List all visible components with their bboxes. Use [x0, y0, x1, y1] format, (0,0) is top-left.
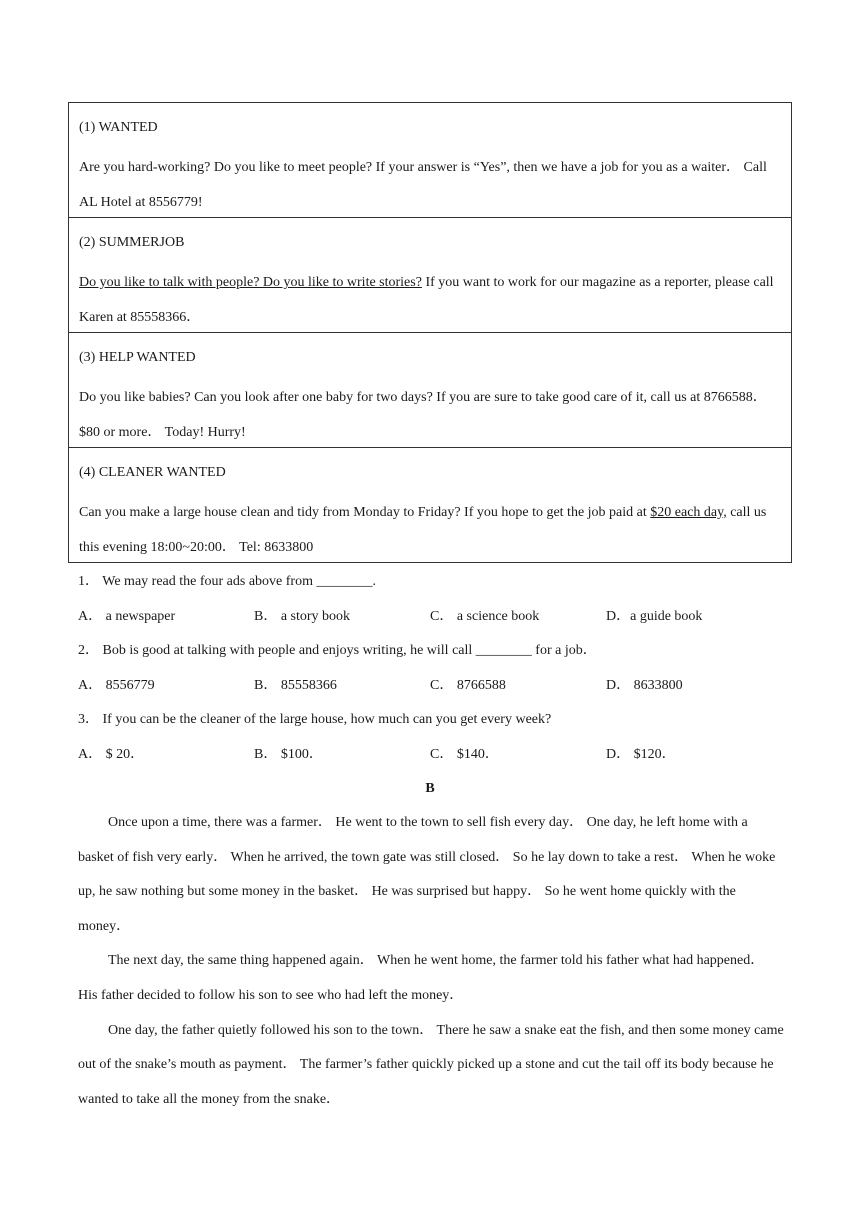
ad-title: (2) SUMMERJOB: [79, 235, 185, 250]
question-2-option-a: A． 8556779: [78, 678, 155, 693]
passage-paragraph: The next day, the same thing happened again． When he went home, the farmer told his father what had happened． His father decided to follow his son to see who had left the money．: [78, 953, 765, 1003]
ad-summerjob: [69, 218, 791, 333]
question-2-option-c: C． 8766588: [430, 678, 506, 693]
ad-title: (3) HELP WANTED: [79, 350, 196, 365]
question-2-option-b: B． 85558366: [254, 678, 337, 693]
ad-wanted: [69, 103, 791, 218]
ad-body: [79, 265, 783, 335]
question-1-option-c: C． a science book: [430, 609, 540, 624]
question-1-option-b: B． a story book: [254, 609, 351, 624]
ad-text: If you want to work for our magazine as a reporter, please call Karen at 85558366．: [79, 275, 774, 325]
question-2-stem: 2． Bob is good at talking with people and enjoys writing, he will call ________ for a job．: [78, 643, 597, 658]
question-1-stem: 1． We may read the four ads above from ________.: [78, 574, 376, 589]
ad-underlined-text: $20 each day,: [650, 505, 727, 520]
ad-title: (4) CLEANER WANTED: [79, 465, 226, 480]
question-3-option-c: C． $140．: [430, 747, 499, 762]
ad-text: Are you hard-working? Do you like to meet people? If your answer is “Yes”, then we have a job for you as a waiter． Call AL Hotel at 8556779!: [79, 160, 767, 210]
ad-body: [79, 380, 783, 450]
ad-help-wanted: [69, 333, 791, 448]
ad-underlined-text: Do you like to talk with people? Do you like to write stories?: [79, 275, 422, 290]
ad-body: [79, 150, 783, 220]
ad-title: (1) WANTED: [79, 120, 158, 135]
ad-text: Do you like babies? Can you look after one baby for two days? If you are sure to take good care of it, call us at 8766588． $80 or more． Today! Hurry!: [79, 390, 767, 440]
section-b-title: B: [425, 781, 435, 796]
question-3-stem: 3． If you can be the cleaner of the large house, how much can you get every week?: [78, 712, 552, 727]
passage-paragraph: One day, the father quietly followed his son to the town． There he saw a snake eat the fish, and then some money came out of the snake’s mouth as payment． The farmer’s father quickly picked up a stone and cut the tail off its body because he wanted to take all the money from the snake．: [78, 1022, 784, 1107]
ad-text: Can you make a large house clean and tidy from Monday to Friday? If you hope to get the job paid at: [79, 505, 651, 520]
section-b-passage: [78, 806, 784, 1117]
question-3-option-a: A． $ 20．: [78, 747, 145, 762]
ads-table: [68, 102, 792, 563]
question-1-option-a: A． a newspaper: [78, 609, 176, 624]
ad-body: [79, 495, 783, 565]
ad-cleaner-wanted: [69, 448, 791, 562]
question-3-option-b: B． $100．: [254, 747, 323, 762]
ad-text: call us this evening 18:00~20:00． Tel: 8633800: [79, 505, 767, 555]
question-3-option-d: D． $120．: [606, 747, 676, 762]
question-1-option-d: D．a guide book: [606, 609, 703, 624]
question-2-option-d: D． 8633800: [606, 678, 683, 693]
passage-paragraph: Once upon a time, there was a farmer． He went to the town to sell fish every day． One day, he left home with a basket of fish very early． When he arrived, the town gate was still closed． So he lay down to take a rest． When he woke up, he saw nothing but some money in the basket． He was surprised but happy． So he went home quickly with the money．: [78, 815, 776, 934]
